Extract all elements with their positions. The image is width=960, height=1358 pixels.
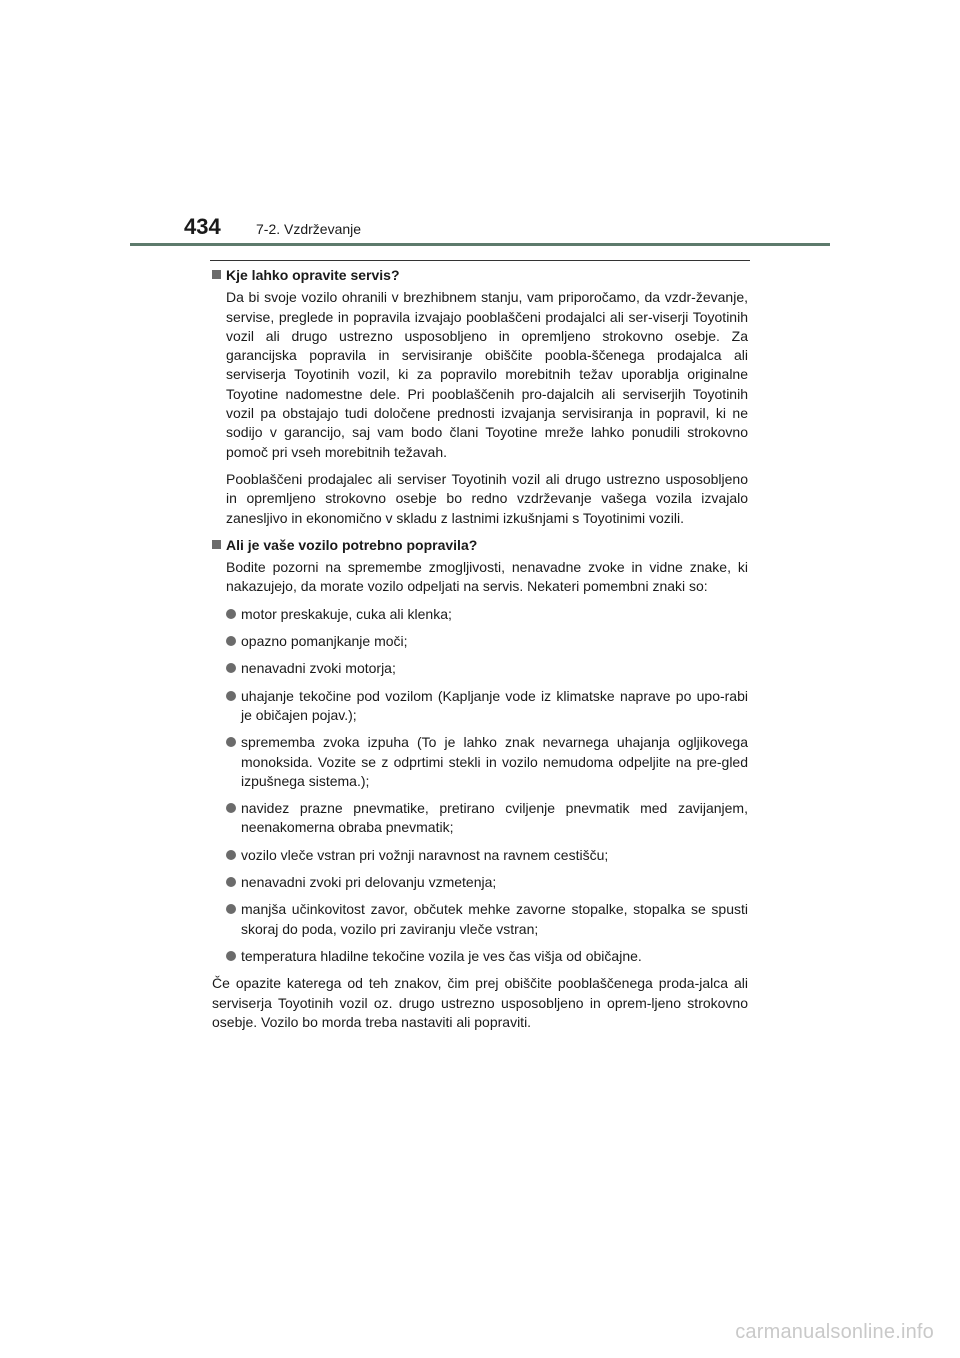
section-heading <box>212 266 748 285</box>
list-item-text: opazno pomanjkanje moči; <box>241 633 408 650</box>
header-divider <box>130 243 830 246</box>
list-item-text: motor preskakuje, cuka ali klenka; <box>241 605 452 622</box>
circle-bullet-icon <box>226 737 236 747</box>
list-item-text: sprememba zvoka izpuha (To je lahko znak nevarnega uhajanja ogljikovega monoksida. Vozite se z odprtimi stekli in vozilo nemudoma odpeljite na pre-gled izpušnega sistema.); <box>241 734 748 789</box>
circle-bullet-icon <box>226 803 236 813</box>
paragraph: Da bi svoje vozilo ohranili v brezhibnem stanju, vam priporočamo, da vzdr-ževanje, servise, preglede in popravila izvajajo pooblaščeni prodajalci ali ser-viserji Toyotinih vozil ali drugo ustrezno usposobljeno in opremljeno strokovno osebje. Za garancijska popravila in servisiranje obiščite poobla-ščenega prodajalca ali serviserja Toyotinih vozil, ki za popravilo morebitnih težav uporablja originalne Toyotine nadomestne dele. Pri pooblaščenih pro-dajalcih ali serviserjih Toyotinih vozil pa obstajajo tudi določene prednosti izvajanja servisiranja in popravil, ki ne sodijo v garancijo, saj vam bodo člani Toyotine mreže lahko ponudili strokovno pomoč pri vseh morebitnih težavah. <box>226 289 748 460</box>
page-content <box>212 266 748 1040</box>
square-bullet-icon <box>212 270 221 279</box>
list-item-text: uhajanje tekočine pod vozilom (Kapljanje vode iz klimatske naprave po upo-rabi je običajen pojav.); <box>241 687 748 723</box>
heading-text: Ali je vaše vozilo potrebno popravila? <box>226 536 478 553</box>
paragraph: Bodite pozorni na spremembe zmogljivosti, nenavadne zvoke in vidne znake, ki nakazujejo, da morate vozilo odpeljati na servis. Nekateri pomembni znaki so: <box>226 559 748 595</box>
list-item <box>226 632 748 651</box>
content-divider <box>210 260 750 261</box>
circle-bullet-icon <box>226 877 236 887</box>
page-number: 434 <box>184 214 221 239</box>
square-bullet-icon <box>212 540 221 549</box>
list-item-text: nenavadni zvoki pri delovanju vzmetenja; <box>241 874 497 891</box>
watermark: carmanualsonline.info <box>735 1321 934 1343</box>
circle-bullet-icon <box>226 850 236 860</box>
section-where-service <box>212 266 748 528</box>
section-heading <box>212 536 748 555</box>
list-item <box>226 873 748 892</box>
list-item <box>226 605 748 624</box>
list-item <box>226 799 748 838</box>
heading-text: Kje lahko opravite servis? <box>226 267 400 283</box>
list-item <box>226 659 748 678</box>
paragraph: Pooblaščeni prodajalec ali serviser Toyotinih vozil ali drugo ustrezno usposobljeno in opremljeno strokovno osebje bo redno vzdrževanje vašega vozila izvajalo zanesljivo in ekonomično v skladu z lastnimi izkušnjami s Toyotinimi vozili. <box>226 470 748 526</box>
circle-bullet-icon <box>226 636 236 646</box>
list-item-text: vozilo vleče vstran pri vožnji naravnost na ravnem cestišču; <box>241 846 609 863</box>
list-item <box>226 733 748 791</box>
list-item-text: navidez prazne pnevmatike, pretirano cviljenje pnevmatik med zavijanjem, neenakomerna obraba pnevmatik; <box>241 800 748 836</box>
circle-bullet-icon <box>226 663 236 673</box>
circle-bullet-icon <box>226 691 236 701</box>
closing-paragraph: Če opazite katerega od teh znakov, čim prej obiščite pooblaščenega proda-jalca ali serviserja Toyotinih vozil oz. drugo ustrezno usposobljeno in oprem-ljeno strokovno osebje. Vozilo bo morda treba nastaviti ali popraviti. <box>212 975 748 1030</box>
list-item <box>226 846 748 865</box>
circle-bullet-icon <box>226 951 236 961</box>
list-item-text: temperatura hladilne tekočine vozila je ves čas višja od običajne. <box>241 947 642 964</box>
list-item <box>226 687 748 726</box>
list-item-text: nenavadni zvoki motorja; <box>241 660 396 677</box>
list-item-text: manjša učinkovitost zavor, občutek mehke zavorne stopalke, stopalka se spusti skoraj do poda, vozilo pri zaviranju vleče vstran; <box>241 901 748 937</box>
list-item <box>226 900 748 939</box>
circle-bullet-icon <box>226 904 236 914</box>
section-needs-repair <box>212 536 748 1032</box>
list-item <box>226 947 748 966</box>
circle-bullet-icon <box>226 609 236 619</box>
section-title: 7-2. Vzdrževanje <box>256 221 362 237</box>
